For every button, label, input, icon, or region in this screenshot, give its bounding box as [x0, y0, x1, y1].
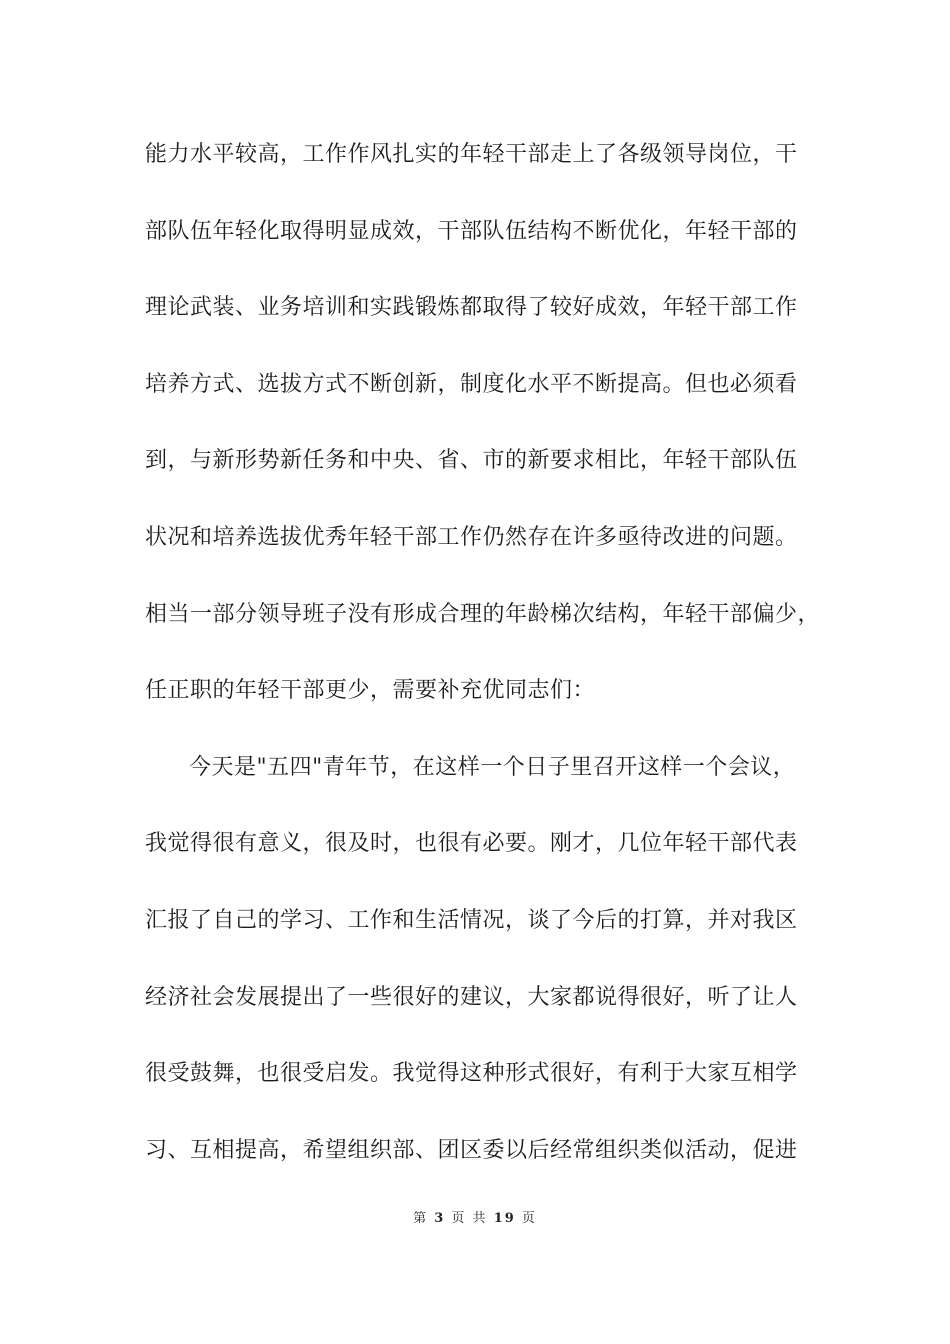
body-line: 到，与新形势新任务和中央、省、市的新要求相比，年轻干部队伍 — [145, 448, 798, 474]
body-line: 经济社会发展提出了一些很好的建议，大家都说得很好，听了让人 — [145, 984, 798, 1010]
body-line: 我觉得很有意义，很及时，也很有必要。刚才，几位年轻干部代表 — [145, 831, 798, 857]
total-page-count: 19 — [493, 1211, 516, 1226]
body-line: 任正职的年轻干部更少，需要补充优同志们： — [145, 678, 596, 704]
body-line: 汇报了自己的学习、工作和生活情况，谈了今后的打算，并对我区 — [145, 907, 798, 933]
footer-prefix: 第 — [413, 1211, 429, 1226]
body-line: 今天是"五四"青年节，在这样一个日子里召开这样一个会议， — [189, 754, 796, 780]
body-line: 培养方式、选拔方式不断创新，制度化水平不断提高。但也必须看 — [145, 371, 798, 397]
body-line: 相当一部分领导班子没有形成合理的年龄梯次结构，年轻干部偏少， — [145, 601, 821, 627]
document-body — [145, 133, 825, 1205]
body-line: 理论武装、业务培训和实践锻炼都取得了较好成效，年轻干部工作 — [145, 295, 798, 321]
body-line: 部队伍年轻化取得明显成效，干部队伍结构不断优化，年轻干部的 — [145, 218, 798, 244]
page-footer — [0, 1207, 950, 1226]
footer-suffix: 页 — [521, 1211, 537, 1226]
body-line: 习、互相提高，希望组织部、团区委以后经常组织类似活动，促进 — [145, 1137, 798, 1163]
current-page-number: 3 — [434, 1211, 446, 1226]
body-line: 状况和培养选拔优秀年轻干部工作仍然存在许多亟待改进的问题。 — [145, 524, 798, 550]
body-line: 很受鼓舞，也很受启发。我觉得这种形式很好，有利于大家互相学 — [145, 1061, 798, 1087]
footer-middle: 页 共 — [451, 1211, 488, 1226]
body-line: 能力水平较高，工作作风扎实的年轻干部走上了各级领导岗位，干 — [145, 142, 798, 167]
